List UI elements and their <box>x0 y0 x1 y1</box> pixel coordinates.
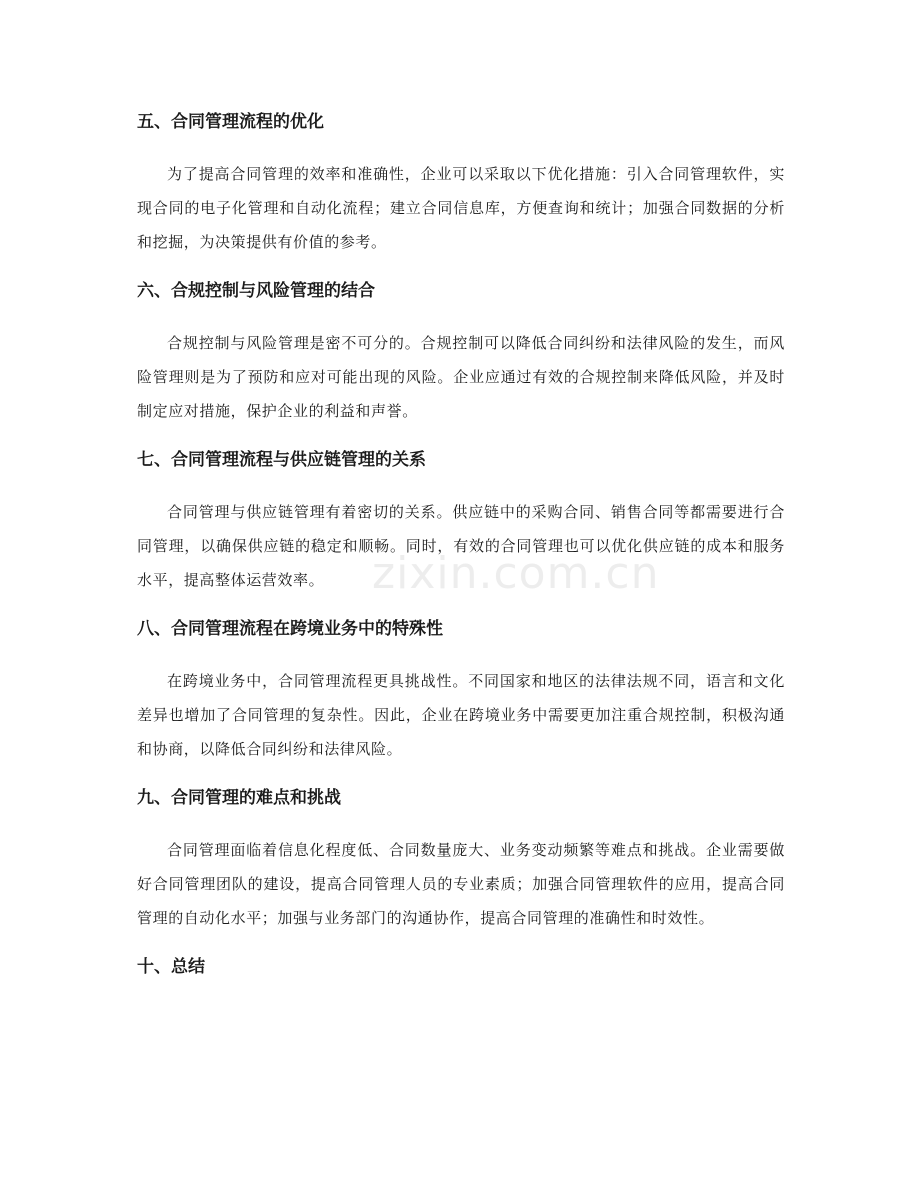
section-heading-6: 六、合规控制与风险管理的结合 <box>137 281 375 301</box>
document-body <box>137 107 785 982</box>
section-paragraph-5: 为了提高合同管理的效率和准确性，企业可以采取以下优化措施：引入合同管理软件，实现合同的电子化管理和自动化流程；建立合同信息库，方便查询和统计；加强合同数据的分析和挖掘，为决策提供有价值的参考。 <box>137 165 785 251</box>
watermark: zixin.com.cn <box>372 548 660 599</box>
section-paragraph-8: 在跨境业务中，合同管理流程更具挑战性。不同国家和地区的法律法规不同，语言和文化差异也增加了合同管理的复杂性。因此，企业在跨境业务中需要更加注重合规控制，积极沟通和协商，以降低合同纠纷和法律风险。 <box>137 672 785 758</box>
section-heading-7: 七、合同管理流程与供应链管理的关系 <box>137 450 426 470</box>
section-heading-10: 十、总结 <box>137 957 205 977</box>
section-paragraph-7: 合同管理与供应链管理有着密切的关系。供应链中的采购合同、销售合同等都需要进行合同管理，以确保供应链的稳定和顺畅。同时，有效的合同管理也可以优化供应链的成本和服务水平，提高整体运营效率。 <box>137 503 785 589</box>
section-heading-9: 九、合同管理的难点和挑战 <box>137 788 341 808</box>
section-paragraph-9: 合同管理面临着信息化程度低、合同数量庞大、业务变动频繁等难点和挑战。企业需要做好合同管理团队的建设，提高合同管理人员的专业素质；加强合同管理软件的应用，提高合同管理的自动化水平；加强与业务部门的沟通协作，提高合同管理的准确性和时效性。 <box>137 841 785 927</box>
section-paragraph-6: 合规控制与风险管理是密不可分的。合规控制可以降低合同纠纷和法律风险的发生，而风险管理则是为了预防和应对可能出现的风险。企业应通过有效的合规控制来降低风险，并及时制定应对措施，保护企业的利益和声誉。 <box>137 334 785 420</box>
section-heading-8: 八、合同管理流程在跨境业务中的特殊性 <box>137 619 443 639</box>
section-heading-5: 五、合同管理流程的优化 <box>137 112 324 132</box>
